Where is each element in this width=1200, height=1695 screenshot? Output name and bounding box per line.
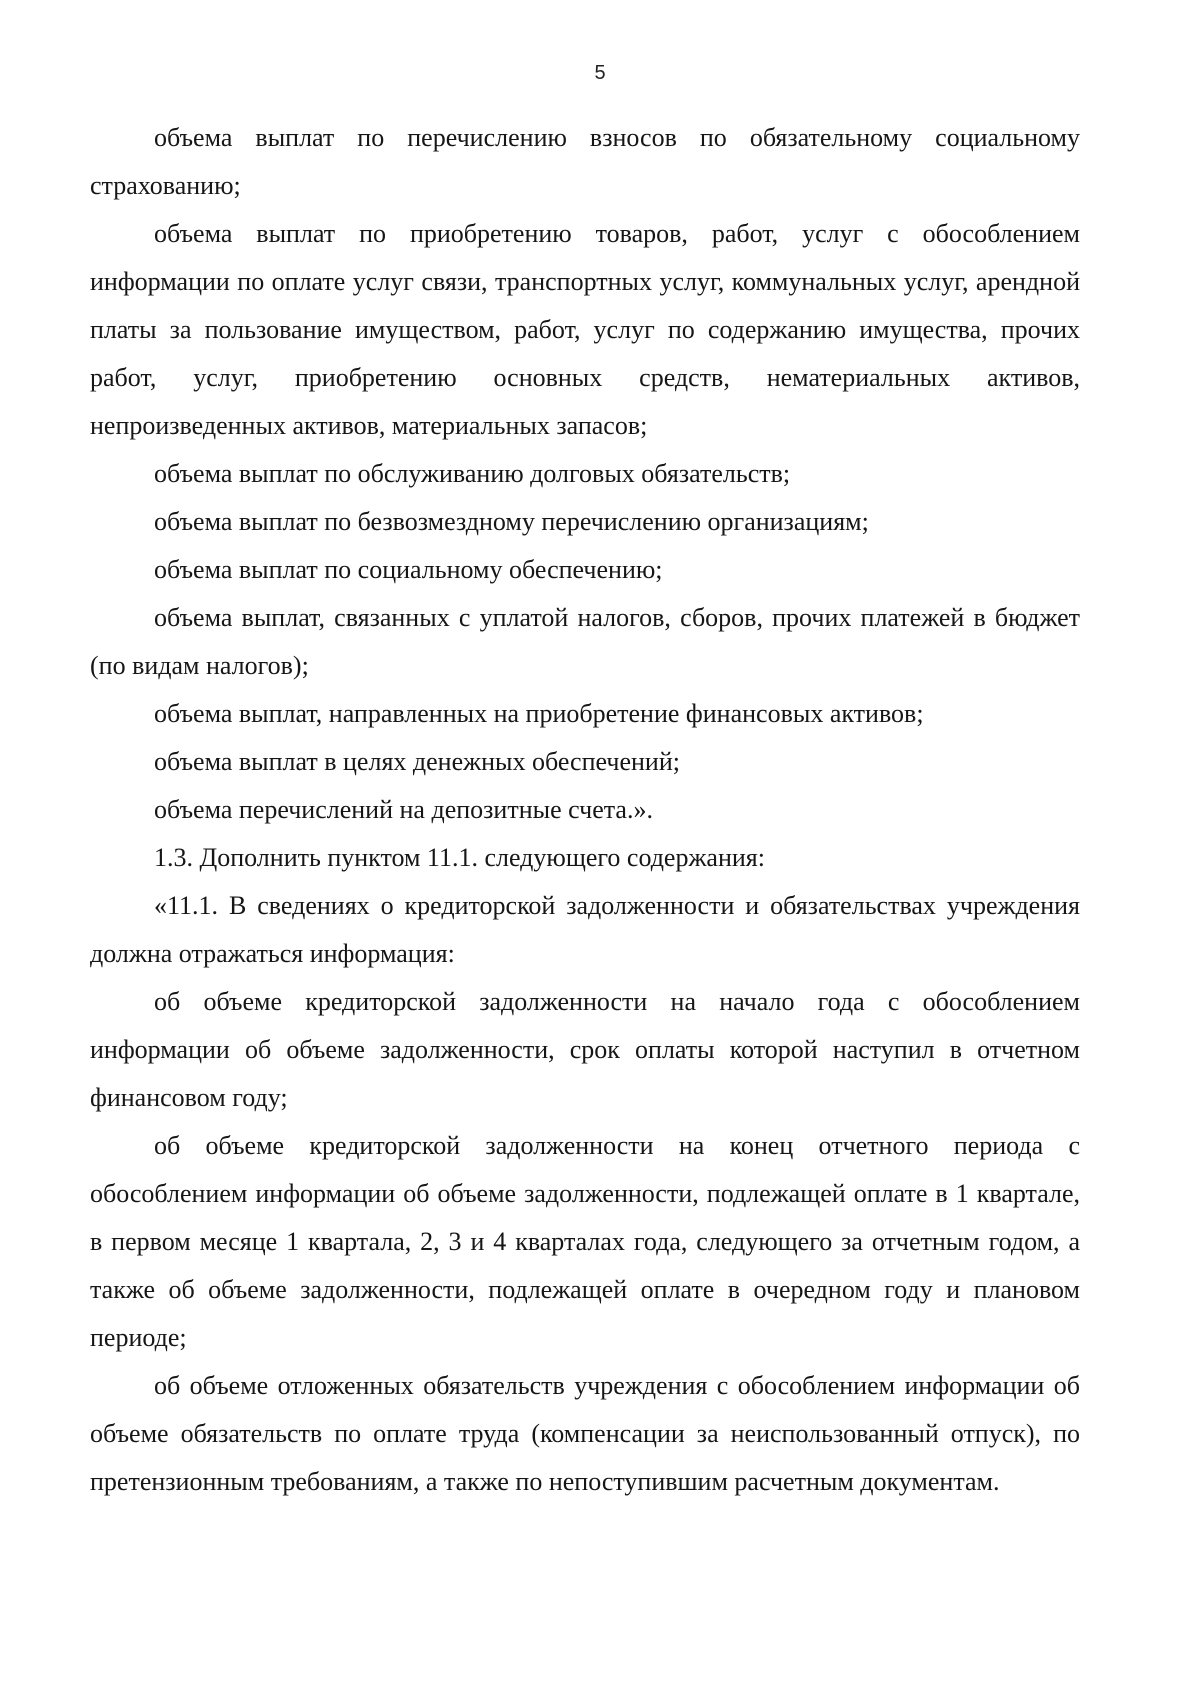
paragraph: объема выплат, связанных с уплатой налогов, сборов, прочих платежей в бюджет (по видам налогов); [90, 603, 1080, 680]
page-number: 5 [594, 62, 606, 84]
paragraph: объема выплат, направленных на приобретение финансовых активов; [154, 699, 924, 728]
paragraph: объема выплат по перечислению взносов по обязательному социальному страхованию; [90, 123, 1080, 200]
paragraph: объема выплат по безвозмездному перечислению организациям; [154, 507, 869, 536]
paragraph: объема выплат в целях денежных обеспечений; [154, 747, 680, 776]
paragraph: объема выплат по социальному обеспечению; [154, 555, 663, 584]
document-body [90, 114, 1080, 1506]
paragraph: об объеме кредиторской задолженности на конец отчетного периода с обособлением информации об объеме задолженности, подлежащей оплате в 1 квартале, в первом месяце 1 квартала, 2, 3 и 4 кварталах года, следующего за отчетным годом, а также об объеме задолженности, подлежащей оплате в очередном году и плановом периоде; [90, 1131, 1080, 1352]
paragraph: «11.1. В сведениях о кредиторской задолженности и обязательствах учреждения должна отражаться информация: [90, 891, 1080, 968]
paragraph: об объеме кредиторской задолженности на начало года с обособлением информации об объеме задолженности, срок оплаты которой наступил в отчетном финансовом году; [90, 987, 1080, 1112]
paragraph: объема выплат по приобретению товаров, работ, услуг с обособлением информации по оплате услуг связи, транспортных услуг, коммунальных услуг, арендной платы за пользование имуществом, работ, услуг по содержанию имущества, прочих работ, услуг, приобретению основных средств, нематериальных активов, непроизведенных активов, материальных запасов; [90, 219, 1080, 440]
paragraph: об объеме отложенных обязательств учреждения с обособлением информации об объеме обязательств по оплате труда (компенсации за неиспользованный отпуск), по претензионным требованиям, а также по непоступившим расчетным документам. [90, 1371, 1080, 1496]
paragraph: 1.3. Дополнить пунктом 11.1. следующего содержания: [154, 843, 765, 872]
paragraph: объема перечислений на депозитные счета.». [154, 795, 653, 824]
paragraph: объема выплат по обслуживанию долговых обязательств; [154, 459, 791, 488]
